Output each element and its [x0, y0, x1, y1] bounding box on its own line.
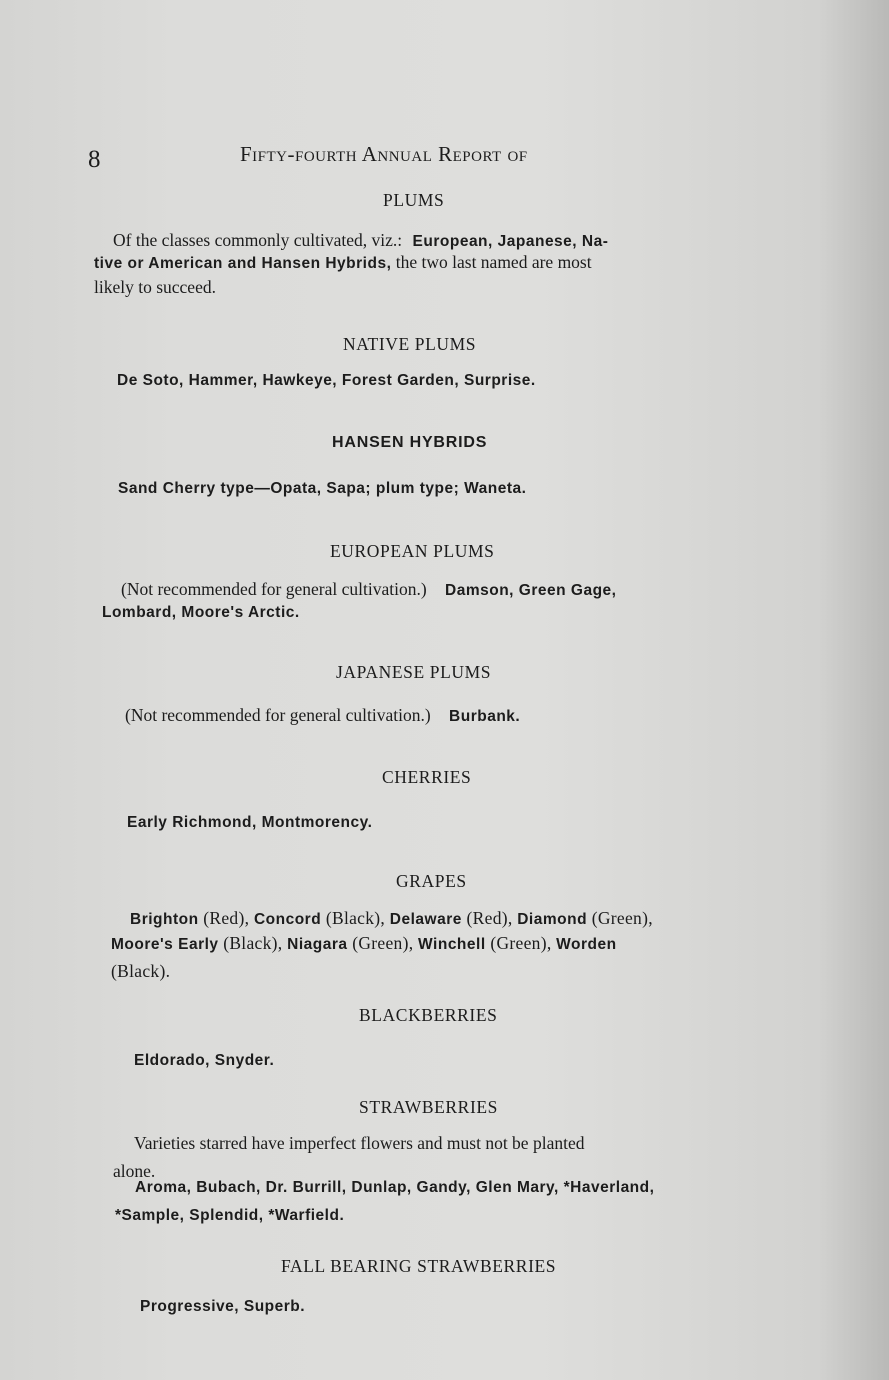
grape-color: (Black),: [321, 908, 390, 928]
grapes-line3: (Black).: [111, 961, 171, 981]
grape-color: (Black),: [218, 933, 288, 953]
heading-japanese-plums: JAPANESE PLUMS: [336, 662, 492, 682]
strawberries-note-line1: Varieties starred have imperfect flowers and must not be planted: [134, 1133, 585, 1153]
european-plums-varieties2: Lombard, Moore's Arctic.: [102, 604, 300, 621]
japanese-plums-note: (Not recommended for general cultivation.): [125, 705, 431, 725]
heading-grapes: GRAPES: [396, 871, 467, 891]
grape-delaware: Delaware: [389, 911, 462, 928]
european-plums-line1: [121, 577, 616, 603]
grape-concord: Concord: [253, 911, 322, 928]
heading-cherries: CHERRIES: [382, 767, 472, 787]
strawberries-note-line2: alone.: [113, 1161, 156, 1181]
heading-native-plums: NATIVE PLUMS: [343, 334, 477, 354]
grape-diamond: Diamond: [517, 911, 588, 928]
european-plums-note: (Not recommended for general cultivation.): [121, 579, 427, 599]
grape-worden: Worden: [556, 936, 617, 953]
heading-plums: PLUMS: [383, 190, 445, 210]
grapes-line1: [130, 908, 653, 929]
heading-fall-bearing-strawberries: FALL BEARING STRAWBERRIES: [281, 1256, 557, 1276]
fall-strawberries-varieties: Progressive, Superb.: [140, 1298, 306, 1315]
heading-hansen-hybrids: HANSEN HYBRIDS: [332, 434, 488, 451]
cherries-varieties: Early Richmond, Montmorency.: [127, 814, 373, 831]
european-plums-varieties1: Damson, Green Gage,: [445, 582, 617, 599]
running-head: Fifty-fourth Annual Report of: [240, 142, 528, 166]
strawberries-varieties-line1: Aroma, Bubach, Dr. Burrill, Dunlap, Gandy, Glen Mary, *Haverland,: [135, 1179, 655, 1196]
heading-strawberries: STRAWBERRIES: [359, 1097, 499, 1117]
plums-classes-bold2: tive or American and Hansen Hybrids,: [94, 255, 392, 272]
grape-winchell: Winchell: [418, 936, 486, 953]
grape-color: (Green),: [347, 933, 419, 953]
grape-color: (Red),: [198, 908, 254, 928]
grape-color: (Green),: [485, 933, 557, 953]
plums-intro-text1: Of the classes commonly cultivated, viz.:: [113, 230, 403, 250]
hansen-hybrids-varieties: Sand Cherry type—Opata, Sapa; plum type; Waneta.: [118, 480, 527, 497]
native-plums-varieties: De Soto, Hammer, Hawkeye, Forest Garden, Surprise.: [117, 372, 536, 389]
grape-moores-early: Moore's Early: [111, 936, 219, 953]
grape-niagara: Niagara: [287, 936, 348, 953]
grape-brighton: Brighton: [130, 911, 199, 928]
plums-classes-bold1: European, Japanese, Na-: [412, 233, 609, 250]
plums-intro-line3: likely to succeed.: [94, 277, 216, 297]
page-number: 8: [88, 146, 101, 173]
grape-color: (Red),: [461, 908, 518, 928]
japanese-plums-varieties: Burbank.: [449, 708, 521, 725]
heading-blackberries: BLACKBERRIES: [359, 1005, 498, 1025]
plums-intro-line2: [94, 250, 592, 276]
strawberries-varieties-line2: *Sample, Splendid, *Warfield.: [115, 1207, 345, 1224]
heading-european-plums: EUROPEAN PLUMS: [330, 541, 495, 561]
plums-intro-text2: the two last named are most: [395, 252, 592, 272]
japanese-plums-line: [125, 703, 520, 729]
blackberries-varieties: Eldorado, Snyder.: [134, 1052, 275, 1069]
grapes-line2: [111, 933, 617, 954]
grape-color: (Green),: [587, 908, 653, 928]
